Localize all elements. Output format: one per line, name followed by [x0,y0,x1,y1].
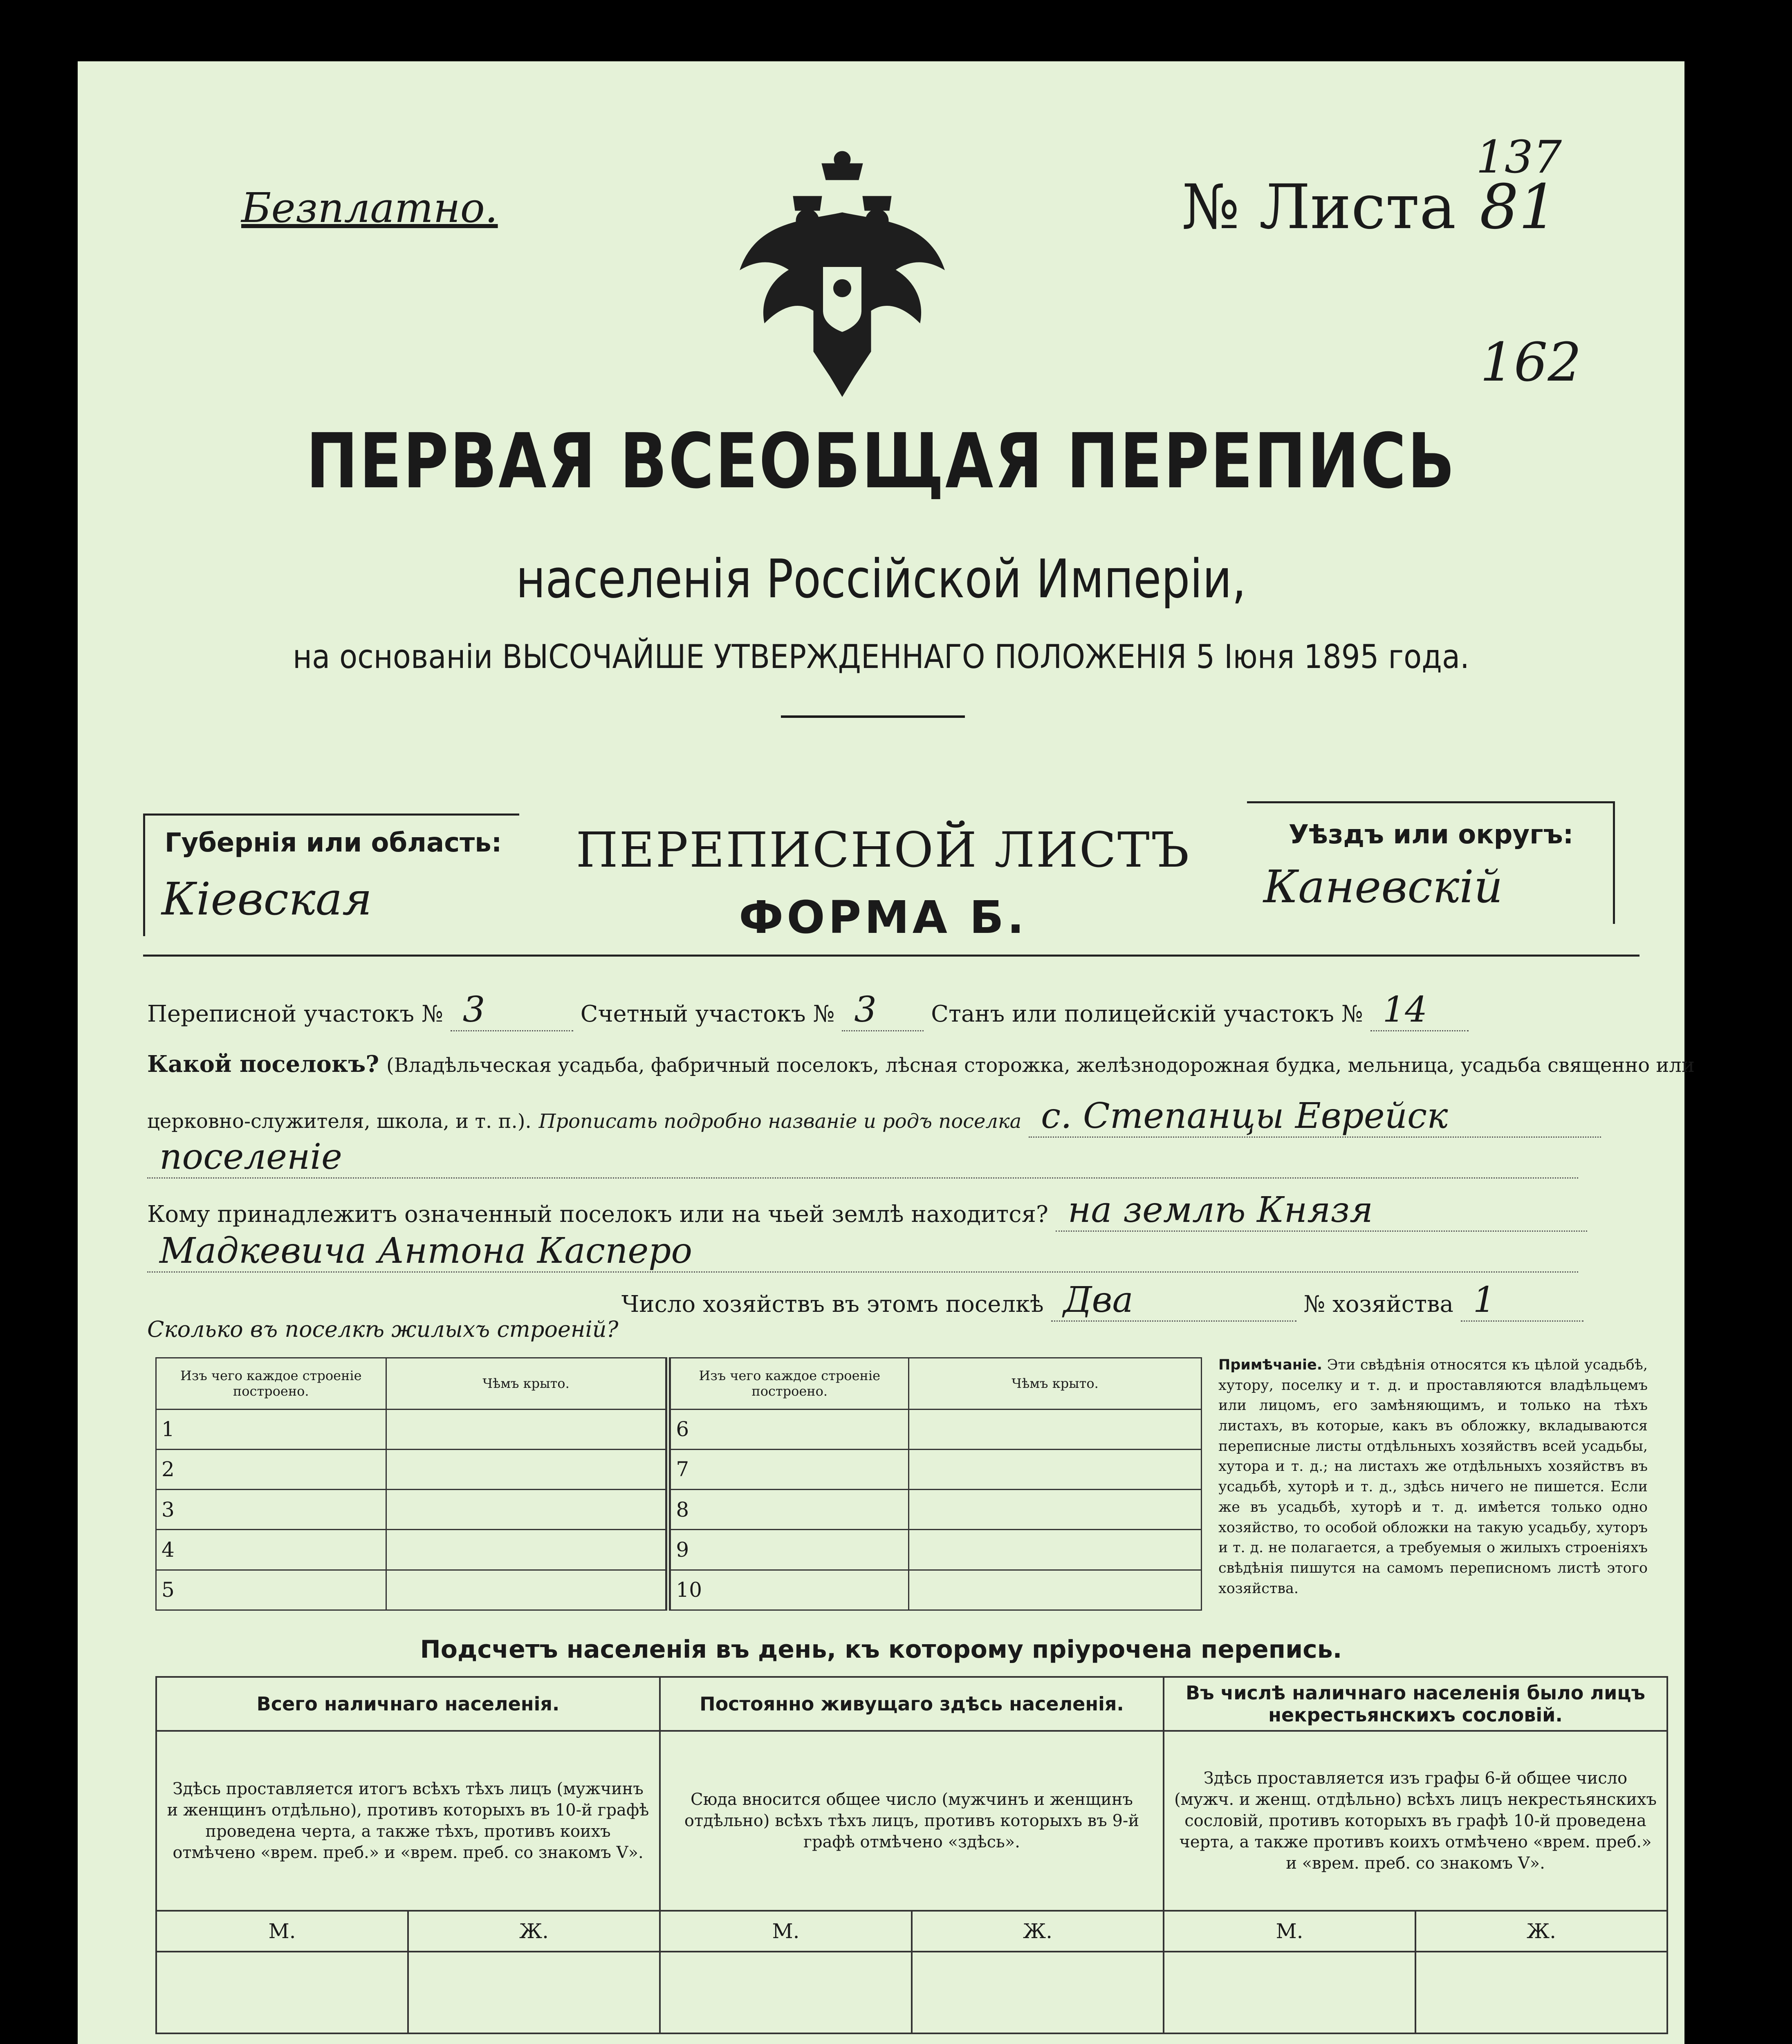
count-district-value[interactable]: 3 [842,989,924,1031]
settlement-hint-3: Прописать подробно названіе и родъ поселка [538,1110,1022,1133]
household-no-label: № хозяйства [1303,1291,1453,1318]
col3-male-value[interactable] [1164,1952,1415,2033]
row-number: 2 [156,1449,386,1489]
roof-cell[interactable] [386,1449,668,1489]
archive-number-side: 162 [1480,331,1582,393]
population-title: Подсчетъ населенія въ день, къ которому пріурочена перепись. [420,1635,1342,1664]
col2-text: Сюда вносится общее число (мужчинъ и женщинъ отдѣльно) всѣхъ тѣхъ лицъ, противъ которыхъ въ 9-й графѣ отмѣчено «здѣсь». [660,1731,1164,1911]
gubernia-box [143,814,519,936]
row-number: 7 [668,1449,908,1489]
table-row [156,1570,1202,1610]
col-roof-left: Чѣмъ крыто. [386,1358,668,1410]
col3-male: М. [1164,1911,1415,1952]
roof-cell[interactable] [909,1449,1202,1489]
col3-header: Въ числѣ наличнаго населенія было лицъ некрестьянскихъ сословій. [1164,1677,1667,1731]
row-number: 5 [156,1570,386,1610]
row-number: 1 [156,1409,386,1449]
note-label: Примѣчаніе. [1218,1357,1323,1373]
col3-female-value[interactable] [1415,1952,1667,2033]
row-number: 10 [668,1570,908,1610]
settlement-question: Какой поселокъ? [147,1051,379,1078]
imperial-eagle-icon [732,147,953,401]
col2-male-value[interactable] [660,1952,912,2033]
buildings-question: Сколько въ поселкѣ жилыхъ строеній? [147,1316,619,1342]
uezd-value[interactable]: Каневскій [1263,861,1503,913]
col1-male: М. [156,1911,408,1952]
census-district-label: Переписной участокъ № [147,1001,443,1027]
settlement-hint-1: (Владѣльческая усадьба, фабричный поселокъ, лѣсная сторожка, желѣзнодорожная будка, мельница, усадьба священно или [386,1054,1695,1077]
col-roof-right: Чѣмъ крыто. [909,1358,1202,1410]
main-title: ПЕРВАЯ ВСЕОБЩАЯ ПЕРЕПИСЬ [306,417,1456,505]
roof-cell[interactable] [909,1409,1202,1449]
households-label: Число хозяйствъ въ этомъ поселкѣ [621,1291,1044,1318]
owner-line-2 [147,1230,1578,1273]
roof-cell[interactable] [386,1570,668,1610]
row-number: 6 [668,1409,908,1449]
gubernia-label: Губернія или область: [164,828,502,858]
row-number: 8 [668,1490,908,1530]
col1-female-value[interactable] [408,1952,660,2033]
row-number: 9 [668,1530,908,1570]
form-subtitle: ФОРМА Б. [739,891,1027,944]
sub-title: населенія Россійской Имперіи, [516,548,1247,610]
roof-cell[interactable] [386,1530,668,1570]
table-row [156,1490,1202,1530]
households-value[interactable]: Два [1051,1280,1296,1322]
col1-header: Всего наличнаго населенія. [156,1677,660,1731]
note-text: Эти свѣдѣнія относятся къ цѣлой усадьбѣ, хутору, поселку и т. д. и проставляются владѣльцемъ или лицомъ, его замѣняющимъ, и только на тѣхъ листахъ, въ которые, какъ въ обложку, вкладываются переписные листы отдѣльныхъ хозяйствъ всей усадьбы, хутора и т. д.; на листахъ же отдѣльныхъ хозяйствъ въ усадьбѣ, хуторѣ и т. д., здѣсь ничего не пишется. Если же въ усадьбѣ, хуторѣ и т. д. имѣется только одно хозяйство, то особой обложки на такую усадьбу, хуторъ и т. д. не полагается, а требуемыя о жилыхъ строеніяхъ свѣдѣнія пишутся на самомъ переписномъ листѣ этого хозяйства. [1218,1357,1648,1597]
gubernia-value[interactable]: Кіевская [161,873,372,925]
households-line [621,1280,1583,1322]
census-district-value[interactable]: 3 [451,989,573,1031]
settlement-value-1[interactable]: с. Степанцы Еврейск [1029,1096,1601,1138]
population-table [155,1676,1668,2028]
row-number: 4 [156,1530,386,1570]
form-title: ПЕРЕПИСНОЙ ЛИСТЪ [576,822,1191,878]
buildings-note [1218,1355,1648,1599]
settlement-line-3 [147,1136,1578,1179]
col1-text: Здѣсь проставляется итогъ всѣхъ тѣхъ лицъ (мужчинъ и женщинъ отдѣльно), противъ которыхъ въ 10-й графѣ проведена черта, а также тѣхъ, противъ коихъ отмѣчено «врем. преб.» и «врем. преб. со знакомъ V». [156,1731,660,1911]
count-district-label: Счетный участокъ № [580,1001,835,1027]
col3-female: Ж. [1415,1911,1667,1952]
col-material-right: Изъ чего каждое строеніе построено. [668,1358,908,1410]
roof-cell[interactable] [909,1530,1202,1570]
settlement-value-2[interactable]: поселеніе [147,1136,1578,1179]
roof-cell[interactable] [386,1490,668,1530]
roof-cell[interactable] [909,1570,1202,1610]
col1-female: Ж. [408,1911,660,1952]
owner-value-1[interactable]: на землѣ Князя [1056,1190,1587,1232]
col1-male-value[interactable] [156,1952,408,2033]
col2-header: Постоянно живущаго здѣсь населенія. [660,1677,1164,1731]
sheet-number-value: 81 [1479,172,1558,243]
owner-line [147,1190,1587,1232]
owner-value-2[interactable]: Мадкевича Антона Касперо [147,1230,1578,1273]
household-no-value[interactable]: 1 [1461,1280,1583,1322]
col2-female: Ж. [912,1911,1164,1952]
buildings-table [155,1357,1202,1611]
roof-cell[interactable] [386,1409,668,1449]
settlement-line-2 [147,1096,1601,1138]
col2-female-value[interactable] [912,1952,1164,2033]
form-header [143,756,1639,985]
free-of-charge-label: Безплатно. [241,184,498,232]
table-row [156,1449,1202,1489]
col3-text: Здѣсь проставляется изъ графы 6-й общее число (мужч. и женщ. отдѣльно) всѣхъ лицъ некрестьянскихъ сословій, противъ которыхъ въ графѣ 10-й проведена черта, а также противъ коихъ отмѣчено «врем. преб.» и «врем. преб. со знакомъ V». [1164,1731,1667,1911]
col-material-left: Изъ чего каждое строеніе построено. [156,1358,386,1410]
basis-title: на основаніи ВЫСОЧАЙШЕ УТВЕРЖДЕННАГО ПОЛОЖЕНІЯ 5 Іюня 1895 года. [293,638,1469,676]
stan-label: Станъ или полицейскій участокъ № [931,1001,1363,1027]
roof-cell[interactable] [909,1490,1202,1530]
owner-question: Кому принадлежитъ означенный поселокъ или на чьей землѣ находится? [147,1201,1048,1228]
table-row [156,1530,1202,1570]
archive-number-top: 137 [1476,131,1562,183]
col2-male: М. [660,1911,912,1952]
header-rule [143,955,1639,957]
row-number: 3 [156,1490,386,1530]
sheet-number-label: № Листа [1182,172,1456,243]
title-divider [781,715,965,718]
uezd-box [1247,801,1615,924]
stan-value[interactable]: 14 [1370,989,1469,1031]
settlement-line [147,1051,1695,1078]
census-sheet [78,61,1695,2044]
table-row [156,1409,1202,1449]
settlement-hint-2: церковно-служителя, школа, и т. п.). [147,1110,532,1133]
district-line [147,989,1469,1031]
uezd-label: Уѣздъ или округъ: [1288,820,1574,850]
